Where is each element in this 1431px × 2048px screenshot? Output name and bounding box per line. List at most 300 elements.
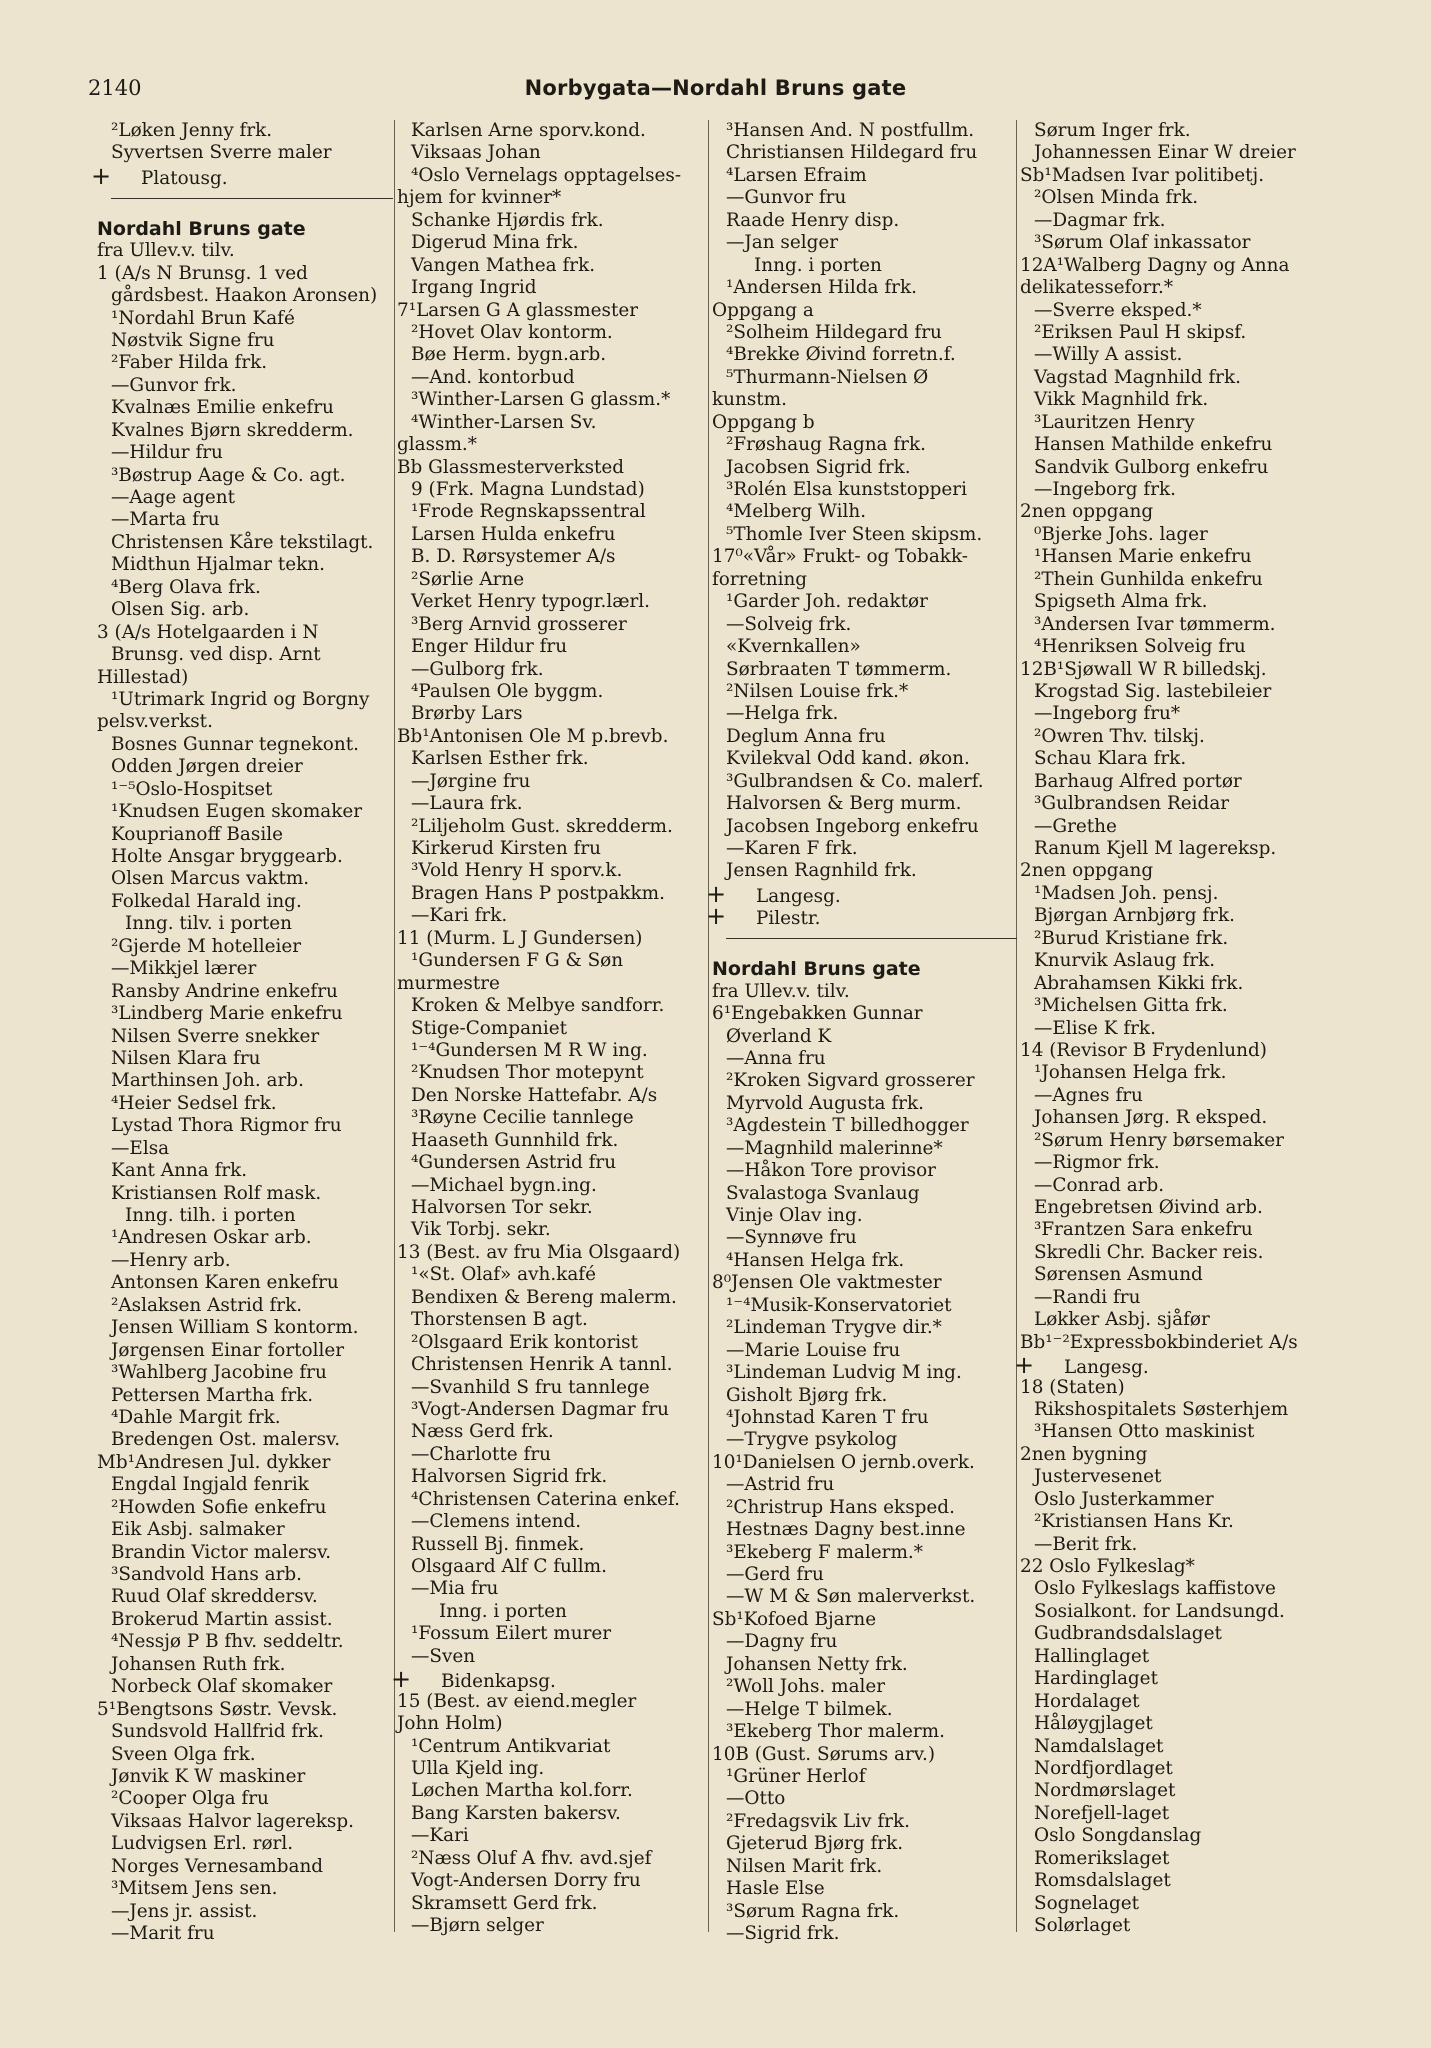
- entry-text: Håløygjlaget: [1034, 1713, 1153, 1735]
- directory-entry: [397, 1332, 707, 1354]
- directory-entry: [712, 1407, 1017, 1429]
- directory-entry: [712, 1093, 1017, 1115]
- entry-text: —W M & Søn malerverkst.: [726, 1586, 976, 1608]
- entry-text: 2nen bygning: [1020, 1443, 1148, 1465]
- entry-text: —Sven: [411, 1645, 476, 1667]
- directory-entry: [1020, 1152, 1326, 1174]
- directory-entry: [397, 322, 707, 344]
- directory-entry: [397, 1578, 707, 1600]
- directory-entry: [397, 1107, 707, 1129]
- entry-text: Spigseth Alma frk.: [1034, 591, 1208, 613]
- entry-text: —Charlotte fru: [411, 1443, 551, 1465]
- entry-text: Halvorsen & Berg murm.: [726, 793, 962, 815]
- entry-text: ⁴Paulsen Ole byggm.: [411, 680, 604, 702]
- directory-entry: [397, 1825, 707, 1847]
- street-heading: [97, 218, 393, 240]
- directory-entry: [1020, 1668, 1326, 1690]
- entry-text: ⁴Berg Olava frk.: [111, 576, 261, 598]
- entry-text: Nøstvik Signe fru: [111, 329, 275, 351]
- directory-entry: [97, 1878, 393, 1900]
- entry-text: Irgang Ingrid: [411, 277, 537, 299]
- entry-text: 12A¹Walberg Dagny og Anna: [1020, 254, 1290, 276]
- entry-text: Norefjell-laget: [1034, 1802, 1170, 1824]
- directory-entry: [97, 1115, 393, 1137]
- directory-entry: [712, 1003, 1017, 1025]
- entry-text: ³Lindberg Marie enkefru: [111, 1003, 343, 1025]
- directory-entry: [97, 1138, 393, 1160]
- directory-entry: [397, 232, 707, 254]
- directory-entry: [712, 793, 1017, 815]
- entry-text: —Marta fru: [111, 509, 220, 531]
- cross-street: [397, 1668, 707, 1693]
- entry-text: Sundsvold Hallfrid frk.: [111, 1721, 324, 1743]
- entry-text: hjem for kvinner*: [397, 187, 562, 209]
- entry-text: —Berit frk.: [1034, 1533, 1138, 1555]
- directory-entry: [1020, 928, 1326, 950]
- entry-text: ⁰Bjerke Johs. lager: [1034, 523, 1208, 545]
- entry-text: ²Knudsen Thor motepynt: [411, 1062, 644, 1084]
- directory-entry: [397, 928, 707, 950]
- entry-text: —Solveig frk.: [726, 613, 852, 635]
- entry-text: ¹⁻⁴Musik-Konservatoriet: [726, 1294, 952, 1316]
- entry-text: ²Kroken Sigvard grosserer: [726, 1070, 975, 1092]
- directory-entry: [97, 308, 393, 330]
- entry-text: —Bjørn selger: [411, 1915, 544, 1936]
- directory-entry: [1020, 322, 1326, 344]
- entry-text: —Ingeborg frk.: [1034, 479, 1176, 500]
- entry-text: —Mia fru: [411, 1578, 499, 1600]
- entry-text: ³Ekeberg F malerm.*: [726, 1541, 923, 1563]
- directory-entry: [397, 950, 707, 972]
- entry-text: ⁵Thomle Iver Steen skipsm.: [726, 523, 983, 545]
- directory-entry: [397, 748, 707, 770]
- entry-text: —Marit fru: [111, 1923, 215, 1944]
- directory-entry: [397, 905, 707, 927]
- entry-text: Den Norske Hattefabr. A/s: [411, 1084, 658, 1106]
- directory-entry: [397, 1646, 707, 1668]
- directory-entry: [712, 1429, 1017, 1451]
- directory-entry: [97, 734, 393, 756]
- column-divider: [394, 120, 395, 1932]
- entry-text: Krogstad Sig. lastebileier: [1034, 680, 1272, 702]
- entry-text: ¹Andersen Hilda frk.: [726, 277, 917, 299]
- entry-text: ²Kristiansen Hans Kr.: [1034, 1511, 1234, 1533]
- entry-text: Bb¹⁻²Expressbokbinderiet A/s: [1020, 1331, 1298, 1353]
- entry-text: —Sigrid frk.: [726, 1923, 840, 1944]
- directory-entry: [712, 748, 1017, 770]
- directory-entry: [97, 824, 393, 846]
- entry-text: Inng. tilv. i porten: [125, 913, 292, 935]
- entry-text: Vogt-Andersen Dorry fru: [411, 1870, 641, 1892]
- directory-entry: [1020, 1399, 1326, 1421]
- entry-text: ³Rolén Elsa kunststopperi: [726, 479, 967, 500]
- directory-entry: [712, 1227, 1017, 1249]
- directory-entry: [712, 277, 1017, 299]
- entry-text: Nordmørslaget: [1034, 1780, 1176, 1802]
- directory-entry: [712, 344, 1017, 366]
- entry-text: ³Andersen Ivar tømmerm.: [1034, 613, 1276, 635]
- directory-entry: [712, 434, 1017, 456]
- entry-text: 14 (Revisor B Frydenlund): [1020, 1039, 1267, 1061]
- entry-text: Gudbrandsdalslaget: [1034, 1623, 1222, 1645]
- directory-entry: [397, 1062, 707, 1084]
- directory-entry: [97, 1609, 393, 1631]
- directory-entry: [712, 726, 1017, 748]
- entry-text: Sandvik Gulborg enkefru: [1034, 456, 1269, 478]
- directory-entry: [397, 1175, 707, 1197]
- entry-text: ²Lindeman Trygve dir.*: [726, 1317, 942, 1339]
- entry-text: Norges Vernesamband: [111, 1855, 324, 1877]
- entry-text: 18 (Staten): [1020, 1376, 1125, 1398]
- entry-text: ³Sandvold Hans arb.: [111, 1564, 303, 1585]
- directory-entry: [1020, 1489, 1326, 1511]
- directory-entry: [712, 232, 1017, 254]
- entry-text: Kouprianoff Basile: [111, 823, 283, 845]
- entry-text: —Astrid fru: [726, 1474, 835, 1496]
- directory-entry: [1020, 1713, 1326, 1735]
- entry-text: Ranum Kjell M lagereksp.: [1034, 838, 1277, 859]
- entry-text: —Ingeborg fru*: [1034, 703, 1181, 725]
- entry-text: —Håkon Tore provisor: [726, 1160, 936, 1182]
- directory-entry: [1020, 591, 1326, 613]
- entry-text: «Kvernkallen»: [726, 636, 861, 658]
- entry-text: + Bidenkapsg.: [441, 1671, 556, 1693]
- entry-text: ⁴Christensen Caterina enkef.: [411, 1488, 680, 1510]
- entry-text: Kvalnes Bjørn skredderm.: [111, 419, 354, 441]
- entry-text: ⁴Heier Sedsel frk.: [111, 1092, 277, 1114]
- directory-entry: [1020, 389, 1326, 411]
- entry-text: ²Burud Kristiane frk.: [1034, 927, 1229, 949]
- entry-text: Viksaas Halvor lagereksp.: [111, 1810, 354, 1832]
- entry-text: ²Aslaksen Astrid frk.: [111, 1294, 303, 1316]
- entry-text: ⁴Brekke Øivind forretn.f.: [726, 344, 956, 366]
- entry-text: ²Solheim Hildegard fru: [726, 321, 942, 343]
- entry-text: Bragen Hans P postpakkm.: [411, 882, 665, 904]
- street-heading: [712, 958, 1017, 980]
- directory-column-2: [397, 120, 707, 1937]
- directory-entry: [97, 1586, 393, 1608]
- directory-entry: [397, 726, 707, 748]
- directory-entry: [1020, 232, 1326, 254]
- entry-text: ³Ekeberg Thor malerm.: [726, 1721, 945, 1743]
- entry-text: 10¹Danielsen O jernb.overk.: [712, 1451, 975, 1473]
- directory-entry: [1020, 703, 1326, 725]
- entry-text: Hasle Else: [726, 1878, 825, 1900]
- entry-text: —Helge T bilmek.: [726, 1698, 893, 1720]
- directory-entry: [97, 285, 393, 307]
- directory-entry: [1020, 1219, 1326, 1241]
- directory-entry: [97, 689, 393, 711]
- directory-entry: [712, 1115, 1017, 1137]
- directory-entry: [1020, 1623, 1326, 1645]
- entry-text: Sb¹Madsen Ivar politibetj.: [1020, 164, 1265, 186]
- directory-column-3: [712, 120, 1017, 1945]
- directory-entry: [397, 300, 707, 322]
- entry-text: Vinje Olav ing.: [726, 1205, 863, 1226]
- directory-entry: [712, 569, 1017, 591]
- directory-entry: [397, 659, 707, 681]
- directory-entry: [97, 846, 393, 868]
- directory-entry: [97, 1205, 393, 1227]
- entry-text: Johansen Ruth frk.: [111, 1653, 286, 1675]
- entry-text: Karlsen Arne sporv.kond.: [411, 120, 646, 141]
- directory-entry: [712, 367, 1017, 389]
- directory-entry: [97, 801, 393, 823]
- entry-text: ²Liljeholm Gust. skredderm.: [411, 815, 673, 837]
- entry-text: ³Sørum Olaf inkassator: [1034, 232, 1251, 254]
- directory-entry: [397, 344, 707, 366]
- directory-entry: [1020, 1870, 1326, 1892]
- directory-entry: [97, 1631, 393, 1653]
- directory-entry: [1020, 367, 1326, 389]
- directory-entry: [397, 434, 707, 456]
- directory-entry: [397, 1848, 707, 1870]
- directory-entry: [97, 577, 393, 599]
- directory-entry: [1020, 457, 1326, 479]
- entry-text: ²Næss Oluf A fhv. avd.sjef: [411, 1847, 652, 1869]
- directory-entry: [97, 142, 393, 164]
- directory-entry: [712, 1362, 1017, 1384]
- directory-entry: [97, 1429, 393, 1451]
- entry-text: ²Nilsen Louise frk.*: [726, 680, 909, 702]
- directory-entry: [1020, 1040, 1326, 1062]
- entry-text: Jønvik K W maskiner: [111, 1765, 306, 1787]
- entry-text: Sørum Inger frk.: [1034, 120, 1191, 141]
- entry-text: —Sverre eksped.*: [1034, 299, 1202, 321]
- directory-entry: [712, 1654, 1017, 1676]
- directory-entry: [1020, 1107, 1326, 1129]
- entry-text: gårdsbest. Haakon Aronsen): [111, 285, 378, 307]
- entry-text: Mb¹Andresen Jul. dykker: [97, 1451, 331, 1473]
- directory-entry: [97, 1227, 393, 1249]
- directory-entry: [97, 1048, 393, 1070]
- directory-entry: [712, 1519, 1017, 1541]
- directory-entry: [397, 1085, 707, 1107]
- directory-entry: [97, 509, 393, 531]
- entry-text: 10B (Gust. Sørums arv.): [712, 1743, 936, 1765]
- subheading: [1020, 501, 1326, 523]
- directory-entry: [97, 667, 393, 689]
- directory-entry: [97, 1070, 393, 1092]
- entry-text: —Willy A assist.: [1034, 344, 1183, 366]
- entry-text: Kvalnæs Emilie enkefru: [111, 397, 334, 419]
- directory-entry: [397, 1623, 707, 1645]
- entry-text: Rikshospitalets Søsterhjem: [1034, 1398, 1289, 1420]
- directory-entry: [1020, 120, 1326, 142]
- entry-text: Hestnæs Dagny best.inne: [726, 1519, 966, 1541]
- directory-entry: [397, 524, 707, 546]
- entry-text: Inng. tilh. i porten: [125, 1205, 296, 1226]
- entry-text: Olsen Sig. arb.: [111, 599, 250, 621]
- directory-entry: [97, 375, 393, 397]
- directory-entry: [97, 1474, 393, 1496]
- entry-text: —Aage agent: [111, 487, 235, 508]
- entry-text: ³Wahlberg Jacobine fru: [111, 1362, 327, 1384]
- directory-entry: [712, 210, 1017, 232]
- entry-text: glassm.*: [397, 434, 477, 456]
- entry-text: ¹Madsen Joh. pensj.: [1034, 882, 1219, 904]
- directory-entry: [1020, 1601, 1326, 1623]
- entry-text: Jørgensen Einar fortoller: [111, 1339, 345, 1361]
- directory-entry: [97, 644, 393, 666]
- entry-text: ⁴Winther-Larsen Sv.: [411, 411, 597, 433]
- entry-text: Verket Henry typogr.lærl.: [411, 591, 651, 613]
- directory-entry: [712, 1766, 1017, 1788]
- entry-text: ¹Gundersen F G & Søn: [411, 950, 624, 972]
- entry-text: ²Faber Hilda frk.: [111, 352, 268, 374]
- directory-entry: [712, 1385, 1017, 1407]
- entry-text: —Gunvor frk.: [111, 374, 237, 396]
- directory-entry: [97, 1497, 393, 1519]
- entry-text: —Gulborg frk.: [411, 658, 544, 680]
- directory-entry: [712, 1609, 1017, 1631]
- entry-text: Knurvik Aslaug frk.: [1034, 950, 1216, 972]
- entry-text: ¹Knudsen Eugen skomaker: [111, 801, 363, 823]
- entry-text: fra Ullev.v. tilv.: [712, 980, 850, 1002]
- directory-entry: [97, 352, 393, 374]
- directory-entry: [1020, 883, 1326, 905]
- directory-entry: [712, 816, 1017, 838]
- directory-entry: [397, 1040, 707, 1062]
- entry-text: Nilsen Sverre snekker: [111, 1025, 320, 1047]
- directory-entry: [397, 1197, 707, 1219]
- entry-text: —Helga frk.: [726, 703, 839, 725]
- directory-entry: [1020, 1264, 1326, 1286]
- directory-entry: [1020, 1197, 1326, 1219]
- entry-text: ²Owren Thv. tilskj.: [1034, 725, 1205, 747]
- entry-text: —Karen F frk.: [726, 838, 858, 859]
- directory-entry: [1020, 1377, 1326, 1399]
- entry-text: Sørensen Asmund: [1034, 1264, 1203, 1286]
- entry-text: 2nen oppgang: [1020, 860, 1154, 882]
- directory-entry: [712, 1676, 1017, 1698]
- directory-entry: [397, 1736, 707, 1758]
- directory-entry: [712, 546, 1017, 568]
- entry-text: Kirkerud Kirsten fru: [411, 838, 601, 859]
- entry-text: 22 Oslo Fylkeslag*: [1020, 1556, 1195, 1577]
- directory-entry: [397, 1780, 707, 1802]
- directory-entry: [97, 936, 393, 958]
- directory-entry: [97, 442, 393, 464]
- entry-text: ¹Garder Joh. redaktør: [726, 591, 928, 613]
- entry-text: 13 (Best. av fru Mia Olsgaard): [397, 1241, 681, 1263]
- directory-entry: [1020, 1287, 1326, 1309]
- entry-text: Vangen Mathea frk.: [411, 254, 596, 276]
- directory-entry: [712, 1497, 1017, 1519]
- directory-entry: [1020, 277, 1326, 299]
- directory-entry: [397, 1354, 707, 1376]
- directory-entry: [1020, 210, 1326, 232]
- entry-text: ²Cooper Olga fru: [111, 1788, 269, 1810]
- directory-entry: [397, 1803, 707, 1825]
- directory-entry: [397, 1893, 707, 1915]
- entry-text: Hansen Mathilde enkefru: [1034, 434, 1273, 456]
- entry-text: Bredengen Ost. malersv.: [111, 1429, 341, 1451]
- entry-text: murmestre: [397, 972, 500, 994]
- directory-entry: [97, 913, 393, 935]
- directory-entry: [712, 1138, 1017, 1160]
- directory-entry: [712, 1295, 1017, 1317]
- entry-text: Barhaug Alfred portør: [1034, 770, 1242, 792]
- directory-entry: [712, 703, 1017, 725]
- directory-entry: [712, 1048, 1017, 1070]
- directory-entry: [397, 973, 707, 995]
- entry-text: —Grethe: [1034, 815, 1117, 837]
- entry-text: Nordfjordlaget: [1034, 1757, 1173, 1779]
- entry-text: ⁴Larsen Efraim: [726, 164, 867, 186]
- entry-text: ¹Andresen Oskar arb.: [111, 1227, 312, 1249]
- directory-entry: [397, 1534, 707, 1556]
- entry-text: Jensen Ragnhild frk.: [726, 860, 917, 882]
- subheading: [712, 981, 1017, 1003]
- directory-entry: [712, 142, 1017, 164]
- entry-text: Sb¹Kofoed Bjarne: [712, 1608, 877, 1630]
- directory-entry: [397, 591, 707, 613]
- directory-entry: [97, 532, 393, 554]
- directory-entry: [97, 1564, 393, 1586]
- entry-text: Inng. i porten: [754, 254, 882, 276]
- entry-text: —Mikkjel lærer: [111, 958, 257, 980]
- directory-entry: [397, 1130, 707, 1152]
- directory-entry: [97, 1340, 393, 1362]
- entry-text: —Henry arb.: [111, 1249, 231, 1271]
- entry-text: 9 (Frk. Magna Lundstad): [411, 479, 645, 500]
- entry-text: ³Winther-Larsen G glassm.*: [411, 389, 671, 411]
- directory-entry: [1020, 1780, 1326, 1802]
- entry-text: Norbeck Olaf skomaker: [111, 1676, 333, 1698]
- directory-entry: [397, 165, 707, 187]
- entry-text: ²Howden Sofie enkefru: [111, 1496, 327, 1518]
- directory-entry: [712, 1744, 1017, 1766]
- entry-text: Inng. i porten: [439, 1600, 567, 1622]
- directory-entry: [397, 703, 707, 725]
- directory-entry: [712, 1205, 1017, 1227]
- directory-entry: [97, 1901, 393, 1923]
- directory-entry: [397, 793, 707, 815]
- cross-street: [712, 883, 1017, 905]
- directory-entry: [397, 1758, 707, 1780]
- entry-text: ³Gulbrandsen Reidar: [1034, 793, 1230, 815]
- entry-text: Brokerud Martin assist.: [111, 1608, 333, 1630]
- entry-text: Bang Karsten bakersv.: [411, 1802, 621, 1824]
- entry-text: ³Agdestein T billedhogger: [726, 1115, 969, 1137]
- entry-text: Stige-Companiet: [411, 1017, 568, 1039]
- entry-text: Solørlaget: [1034, 1915, 1131, 1936]
- directory-entry: [397, 636, 707, 658]
- column-divider: [708, 120, 709, 1932]
- entry-text: Larsen Hulda enkefru: [411, 523, 616, 545]
- cross-street: [97, 165, 393, 187]
- entry-text: Antonsen Karen enkefru: [111, 1272, 339, 1294]
- entry-text: ²Woll Johs. maler: [726, 1676, 886, 1698]
- entry-text: ³Hansen Otto maskinist: [1034, 1421, 1255, 1443]
- entry-text: ³Michelsen Gitta frk.: [1034, 995, 1228, 1017]
- entry-text: 3 (A/s Hotelgaarden i N: [97, 621, 319, 643]
- directory-entry: [97, 1295, 393, 1317]
- entry-text: ²Hovet Olav kontorm.: [411, 321, 613, 343]
- entry-text: Nilsen Klara fru: [111, 1047, 261, 1069]
- entry-text: Bendixen & Bereng malerm.: [411, 1286, 677, 1308]
- entry-text: ³Mitsem Jens sen.: [111, 1878, 278, 1900]
- entry-text: [111, 198, 393, 199]
- entry-text: ³Sørum Ragna frk.: [726, 1900, 900, 1922]
- directory-entry: [97, 891, 393, 913]
- directory-entry: [712, 1070, 1017, 1092]
- entry-text: ¹⁻⁴Gundersen M R W ing.: [411, 1039, 648, 1061]
- directory-entry: [1020, 1848, 1326, 1870]
- directory-entry: [97, 1744, 393, 1766]
- directory-entry: [97, 981, 393, 1003]
